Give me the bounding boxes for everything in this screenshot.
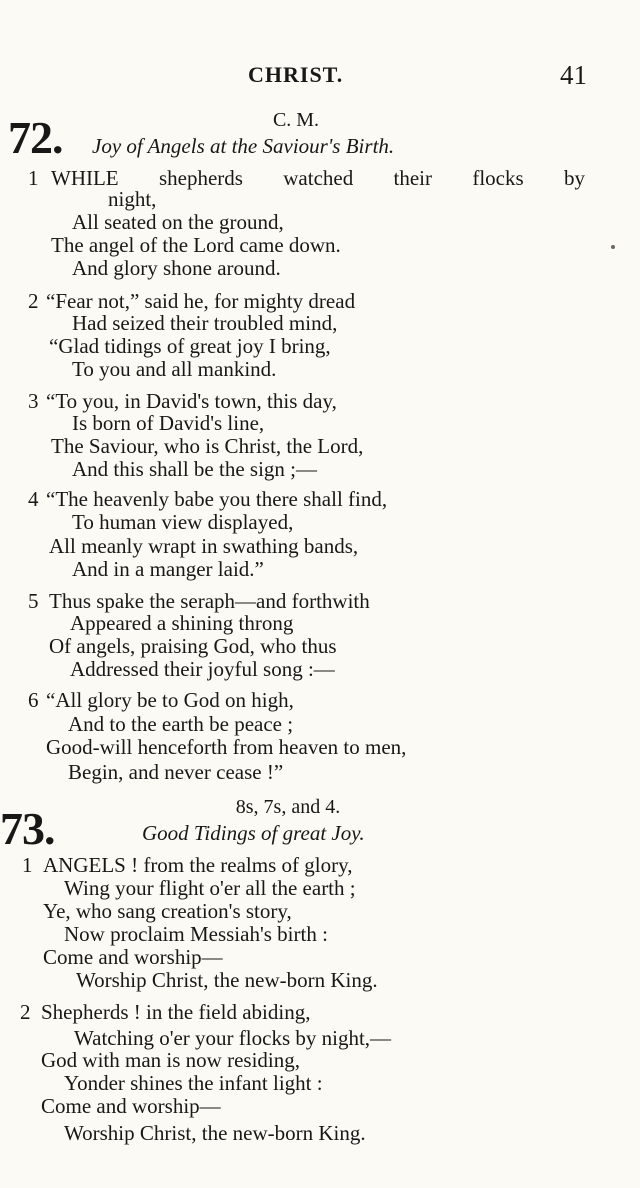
verse-line: night, [108, 187, 157, 211]
verse-line: To human view displayed, [72, 510, 294, 534]
verse-line: Watching o'er your flocks by night,— [74, 1026, 392, 1050]
hymn-meter: C. M. [272, 109, 320, 131]
hymn-title: Good Tidings of great Joy. [142, 821, 365, 845]
verse-line: Had seized their troubled mind, [72, 311, 338, 335]
verse-line: And glory shone around. [72, 256, 281, 280]
verse-line: Addressed their joyful song :— [70, 657, 335, 681]
verse-word: shepherds [158, 166, 243, 190]
verse-line: To you and all mankind. [72, 357, 277, 381]
verse-number: 5 [28, 589, 39, 613]
verse-line: The angel of the Lord came down. [51, 233, 341, 257]
verse-line: Is born of David's line, [72, 411, 265, 435]
verse-line: Shepherds ! in the field abiding, [41, 1000, 311, 1024]
verse-line: Good-will henceforth from heaven to men, [46, 735, 407, 759]
page-number: 41 [560, 60, 587, 90]
verse-line: “Fear not,” said he, for mighty dread [46, 289, 356, 313]
verse-line: Worship Christ, the new-born King. [64, 1121, 366, 1145]
hymn-number: 73. [0, 803, 55, 854]
verse-line: God with man is now residing, [41, 1048, 300, 1072]
verse-line: Now proclaim Messiah's birth : [64, 922, 328, 946]
verse-line: Yonder shines the infant light : [64, 1071, 323, 1095]
verse-line: All meanly wrapt in swathing bands, [49, 534, 359, 558]
verse-line: “The heavenly babe you there shall find, [46, 487, 388, 511]
verse-number: 1 [28, 166, 39, 190]
hymn-number: 72. [8, 112, 63, 163]
verse-line: Ye, who sang creation's story, [43, 899, 292, 923]
verse-number: 2 [28, 289, 39, 313]
verse-line: And to the earth be peace ; [68, 712, 294, 736]
verse-number: 4 [28, 487, 39, 511]
verse-number: 6 [28, 688, 39, 712]
verse-line: The Saviour, who is Christ, the Lord, [51, 434, 364, 458]
verse-line: Come and worship— [41, 1094, 221, 1118]
verse-line: Worship Christ, the new-born King. [76, 968, 378, 992]
verse-word: flocks [472, 166, 524, 190]
section-title: CHRIST. [248, 62, 344, 87]
verse-line: ANGELS ! from the realms of glory, [43, 853, 353, 877]
verse-line: Come and worship— [43, 945, 223, 969]
verse-line: All seated on the ground, [72, 210, 284, 234]
verse-line: “Glad tidings of great joy I bring, [49, 334, 331, 358]
verse-word: by [563, 166, 585, 190]
verse-number: 1 [22, 853, 33, 877]
verse-line: “To you, in David's town, this day, [46, 389, 337, 413]
verse-line: And this shall be the sign ;— [72, 457, 317, 481]
verse-number: 2 [20, 1000, 31, 1024]
verse-word: their [393, 166, 433, 190]
verse-word: watched [283, 166, 354, 190]
print-speck [611, 245, 615, 249]
verse-line: Appeared a shining throng [70, 611, 294, 635]
verse-line: Of angels, praising God, who thus [49, 634, 337, 658]
verse-line: Thus spake the seraph—and forthwith [49, 589, 370, 613]
verse-line: Wing your flight o'er all the earth ; [64, 876, 356, 900]
verse-line: “All glory be to God on high, [46, 688, 294, 712]
verse-number: 3 [28, 389, 39, 413]
verse-word: WHILE [51, 166, 119, 190]
hymn-meter: 8s, 7s, and 4. [235, 796, 341, 818]
verse-line: Begin, and never cease !” [68, 760, 284, 784]
hymn-title: Joy of Angels at the Saviour's Birth. [92, 134, 395, 158]
verse-line: And in a manger laid.” [72, 557, 264, 581]
